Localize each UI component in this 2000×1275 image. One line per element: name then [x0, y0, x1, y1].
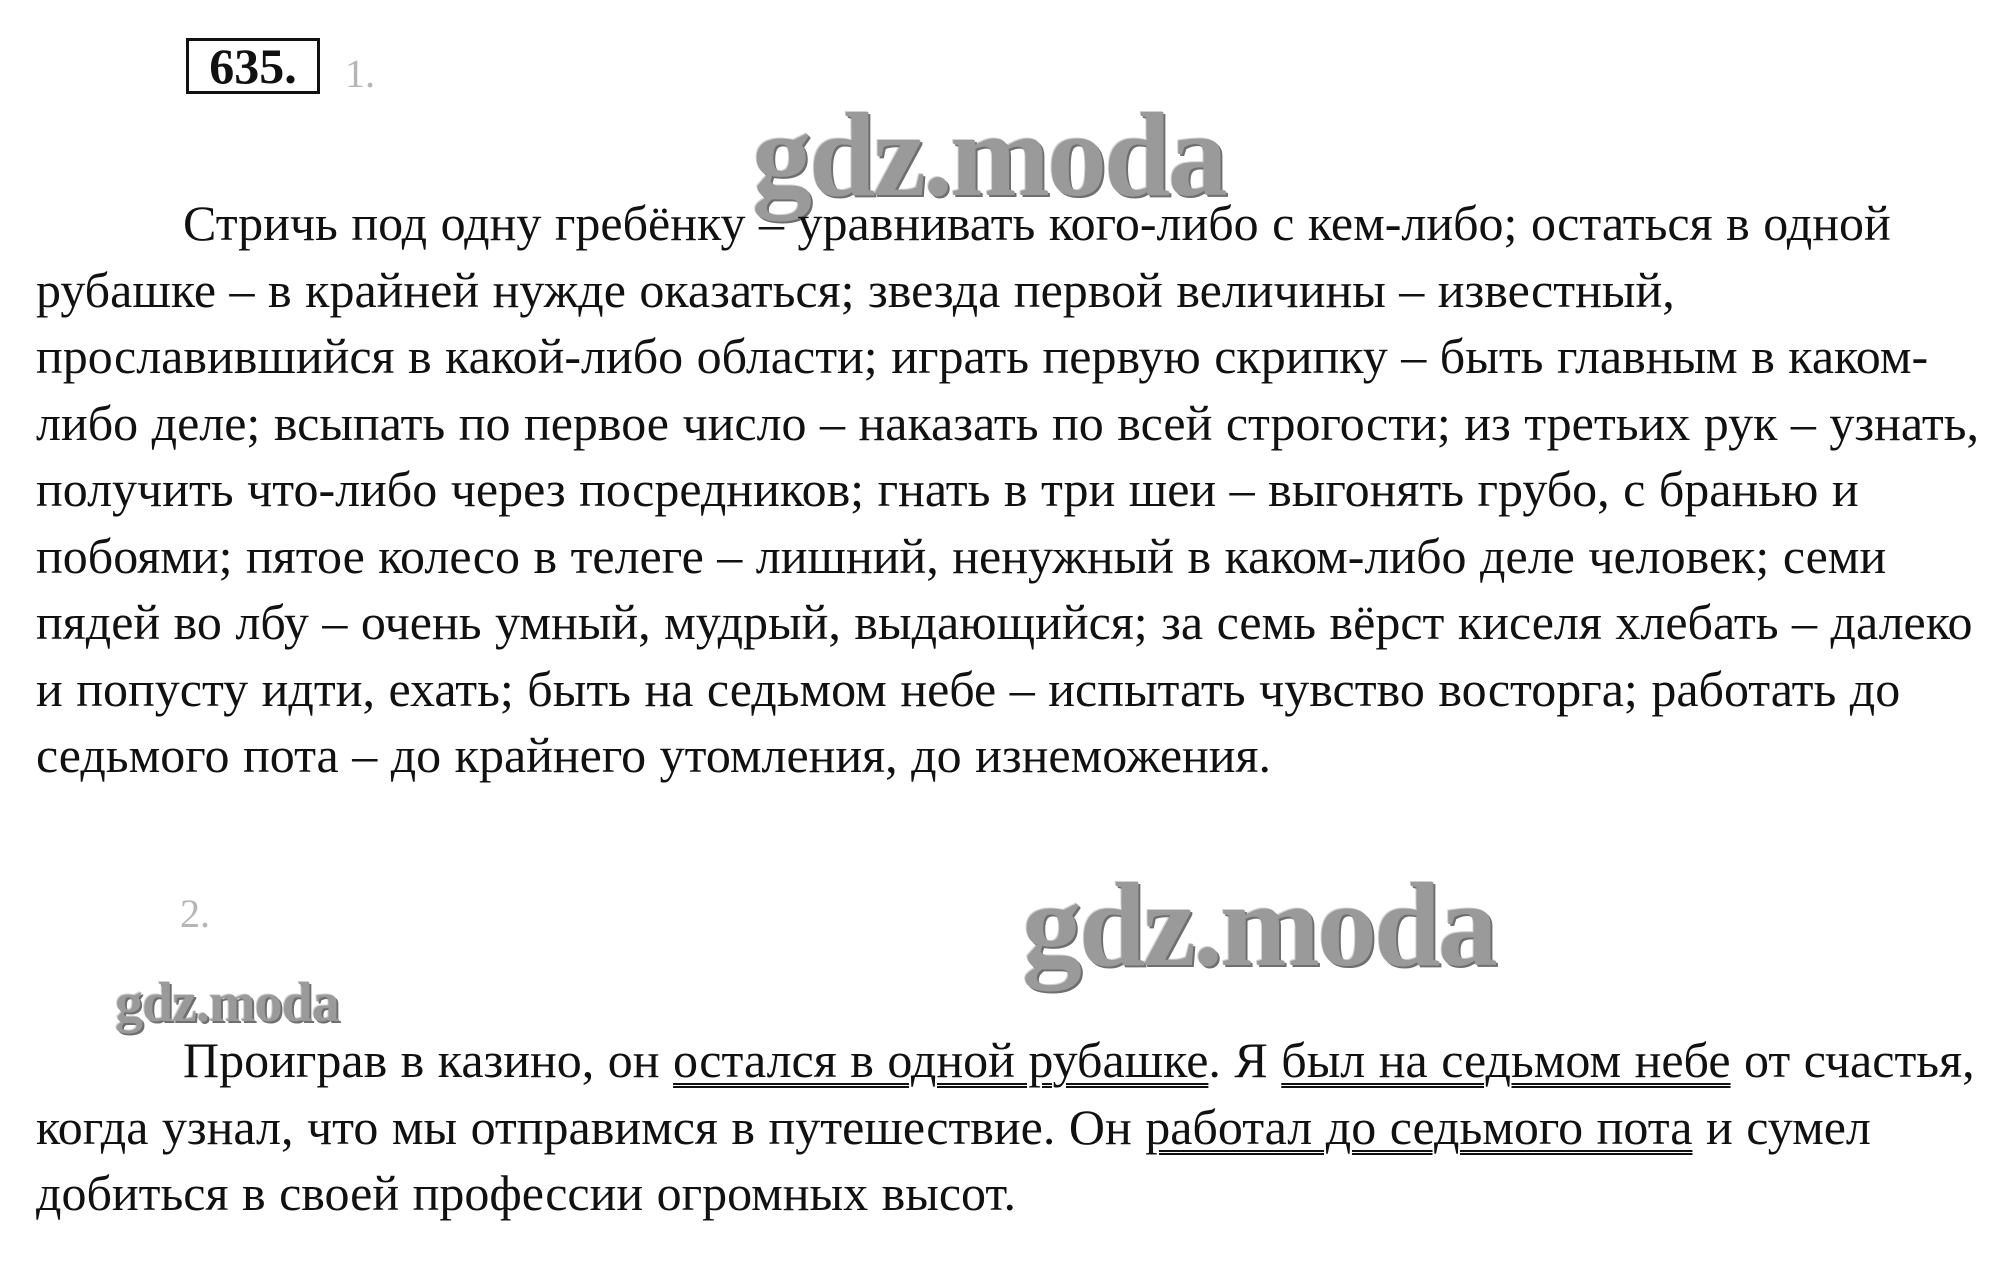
- underlined-phrase: работал до седьмого пота: [1145, 1098, 1693, 1155]
- watermark-logo: gdz.moda: [752, 88, 1225, 221]
- sentence-text: Проиграв в казино, он: [183, 1032, 674, 1088]
- sentence-text: . Я: [1208, 1032, 1282, 1088]
- task-number: 635.: [186, 38, 320, 94]
- part-1-text: Стричь под одну гребёнку – уравнивать кого-либо с кем-либо; остаться в одной рубашке – в крайней нужде оказаться; звезда первой величины – известный, прославившийся в какой-либо области; играть первую скрипку – быть главным в каком-либо деле; всыпать по первое число – наказать по всей строгости; из третьих рук – узнать, получить что-либо через посредников; гнать в три шеи – выгонять грубо, с бранью и побоями; пятое колесо в телеге – лишний, ненужный в каком-либо деле человек; семи пядей во лбу – очень умный, мудрый, выдающийся; за семь вёрст киселя хлебать – далеко и попусту идти, ехать; быть на седьмом небе – испытать чувство восторга; работать до седьмого пота – до крайнего утомления, до изнеможения.: [36, 195, 1979, 783]
- part-2-label: 2.: [180, 891, 210, 936]
- sentence-text: от счастья, когда узнал, что мы отправимся в путешествие. Он: [36, 1032, 1975, 1155]
- watermark-logo: gdz.moda: [1022, 858, 1495, 991]
- part-1-label: 1.: [345, 51, 375, 96]
- part-2-text: [36, 1027, 1986, 1227]
- sentence-text: и сумел добиться в своей профессии огромных высот.: [36, 1098, 1871, 1221]
- watermark-logo-small: gdz.moda: [115, 972, 339, 1034]
- underlined-phrase: остался в одной рубашке: [673, 1032, 1209, 1088]
- underlined-phrase: был на седьмом небе: [1281, 1032, 1731, 1088]
